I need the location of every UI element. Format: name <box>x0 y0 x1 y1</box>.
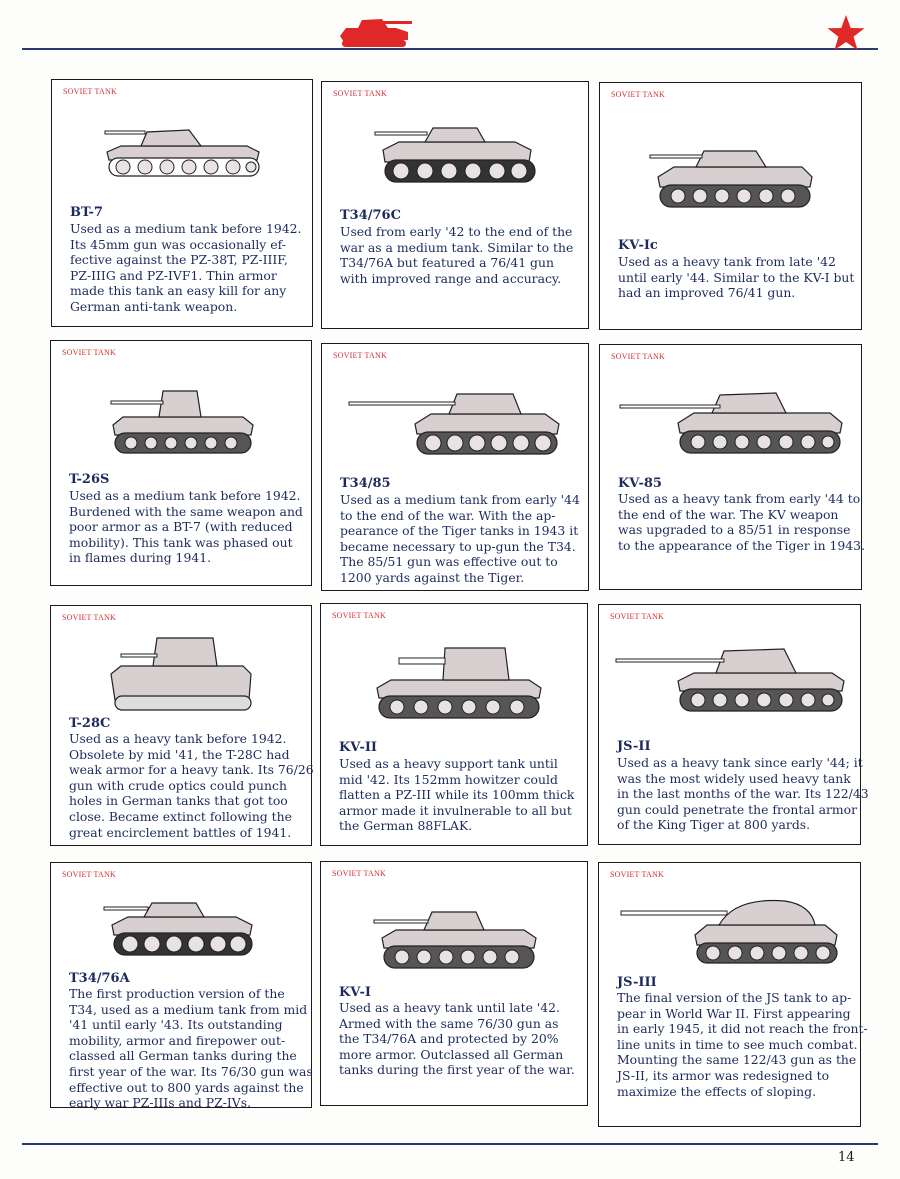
tank-illustration <box>96 893 266 961</box>
tank-name: T-28C <box>69 716 111 731</box>
tank-card-t-26s <box>50 340 312 586</box>
page-number: 14 <box>838 1150 855 1165</box>
tank-name: KV-I <box>339 985 371 1000</box>
tank-illustration <box>646 133 816 213</box>
red-tank-icon <box>336 14 414 48</box>
footer-rule <box>22 1143 878 1145</box>
tank-description: The first production version of the T34, used as a medium tank from mid '41 until early '43. Its outstanding mobility, armor and firepower out- classed all German tanks during the first year of the war. Its 76/30 gun was effective out to 800 yards against the early war PZ-IIIs and PZ-IVs. <box>69 986 313 1111</box>
tank-name: JS-II <box>617 739 651 754</box>
tank-illustration <box>612 633 848 719</box>
tank-card-js-iii <box>598 862 868 1127</box>
tank-card-bt-7 <box>51 79 313 327</box>
tank-description: Used as a medium tank from early '44 to the end of the war. With the ap- pearance of the Tiger tanks in 1943 it became necessary to up-gun the T34. The 85/51 gun was effective out to 1200 yards against the Tiger. <box>340 492 580 585</box>
tank-illustration <box>101 630 261 714</box>
tank-illustration <box>101 379 261 459</box>
card-tag: SOVIET TANK <box>62 870 116 879</box>
tank-card-kv-i <box>320 861 588 1106</box>
card-tag: SOVIET TANK <box>333 89 387 98</box>
tank-illustration <box>616 383 846 463</box>
tank-description: Used as a medium tank before 1942. Burdened with the same weapon and poor armor as a BT-7 (with reduced mobility). This tank was phased out in flames during 1941. <box>69 488 303 566</box>
tank-name: T-26S <box>69 472 110 487</box>
tank-card-kv-ic <box>599 82 862 330</box>
tank-card-js-ii <box>598 604 869 845</box>
tank-description: Used as a heavy support tank until mid '42. Its 152mm howitzer could flatten a PZ-III while its 100mm thick armor made it invulnerable to all but the German 88FLAK. <box>339 756 575 834</box>
card-tag: SOVIET TANK <box>63 87 117 96</box>
tank-name: KV-II <box>339 740 377 755</box>
tank-card-t34-76a <box>50 862 313 1111</box>
tank-card-t-28c <box>50 605 312 846</box>
tank-illustration <box>97 120 267 182</box>
tank-name: KV-85 <box>618 476 662 491</box>
card-tag: SOVIET TANK <box>332 611 386 620</box>
card-tag: SOVIET TANK <box>610 870 664 879</box>
card-tag: SOVIET TANK <box>62 348 116 357</box>
header-rule <box>22 48 878 50</box>
card-tag: SOVIET TANK <box>332 869 386 878</box>
tank-card-kv-85 <box>599 344 866 590</box>
card-tag: SOVIET TANK <box>610 612 664 621</box>
red-star-icon <box>826 14 866 52</box>
tank-illustration <box>359 636 549 726</box>
tank-name: T34/85 <box>340 476 391 491</box>
tank-name: KV-Ic <box>618 238 658 253</box>
card-tag: SOVIET TANK <box>611 90 665 99</box>
tank-illustration <box>365 120 545 186</box>
tank-description: Used as a medium tank before 1942. Its 45mm gun was occasionally ef- fective against the PZ-38T, PZ-IIIF, PZ-IIIG and PZ-IVF1. Thin armor made this tank an easy kill for any German anti-tank weapon. <box>70 221 302 314</box>
tank-description: Used from early '42 to the end of the war as a medium tank. Similar to the T34/76A but featured a 76/41 gun with improved range and accuracy. <box>340 224 574 286</box>
tank-description: Used as a heavy tank before 1942. Obsolete by mid '41, the T-28C had weak armor for a heavy tank. Its 76/26 gun with crude optics could punch holes in German tanks that got too close. Became extinct following the great encirclement battles of 1941. <box>69 731 314 840</box>
tank-card-t34-85 <box>321 343 589 591</box>
tank-description: Used as a heavy tank from late '42 until early '44. Similar to the KV-I but had an improved 76/41 gun. <box>618 254 855 301</box>
tank-description: Used as a heavy tank from early '44 to the end of the war. The KV weapon was upgraded to a 85/51 in response to the appearance of the Tiger in 1943. <box>618 491 866 553</box>
tank-name: T34/76C <box>340 208 401 223</box>
card-tag: SOVIET TANK <box>333 351 387 360</box>
tank-illustration <box>345 382 565 462</box>
tank-card-kv-ii <box>320 603 588 846</box>
tank-description: Used as a heavy tank until late '42. Armed with the same 76/30 gun as the T34/76A and protected by 20% more armor. Outclassed all German tanks during the first year of the war. <box>339 1000 575 1078</box>
tank-name: BT-7 <box>70 205 103 220</box>
card-tag: SOVIET TANK <box>611 352 665 361</box>
tank-name: T34/76A <box>69 971 130 986</box>
tank-description: The final version of the JS tank to ap- pear in World War II. First appearing in early 1945, it did not reach the front- line units in time to see much combat. Mounting the same 122/43 gun as the JS-II, its armor was redesigned to maximize the effects of sloping. <box>617 990 868 1099</box>
tank-illustration <box>364 902 544 974</box>
card-tag: SOVIET TANK <box>62 613 116 622</box>
tank-name: JS-III <box>617 975 657 990</box>
tank-illustration <box>615 891 845 971</box>
tank-description: Used as a heavy tank since early '44; it was the most widely used heavy tank in the last months of the war. Its 122/43 gun could penetrate the frontal armor of the King Tiger at 800 yards. <box>617 755 869 833</box>
tank-card-t34-76c <box>321 81 589 329</box>
